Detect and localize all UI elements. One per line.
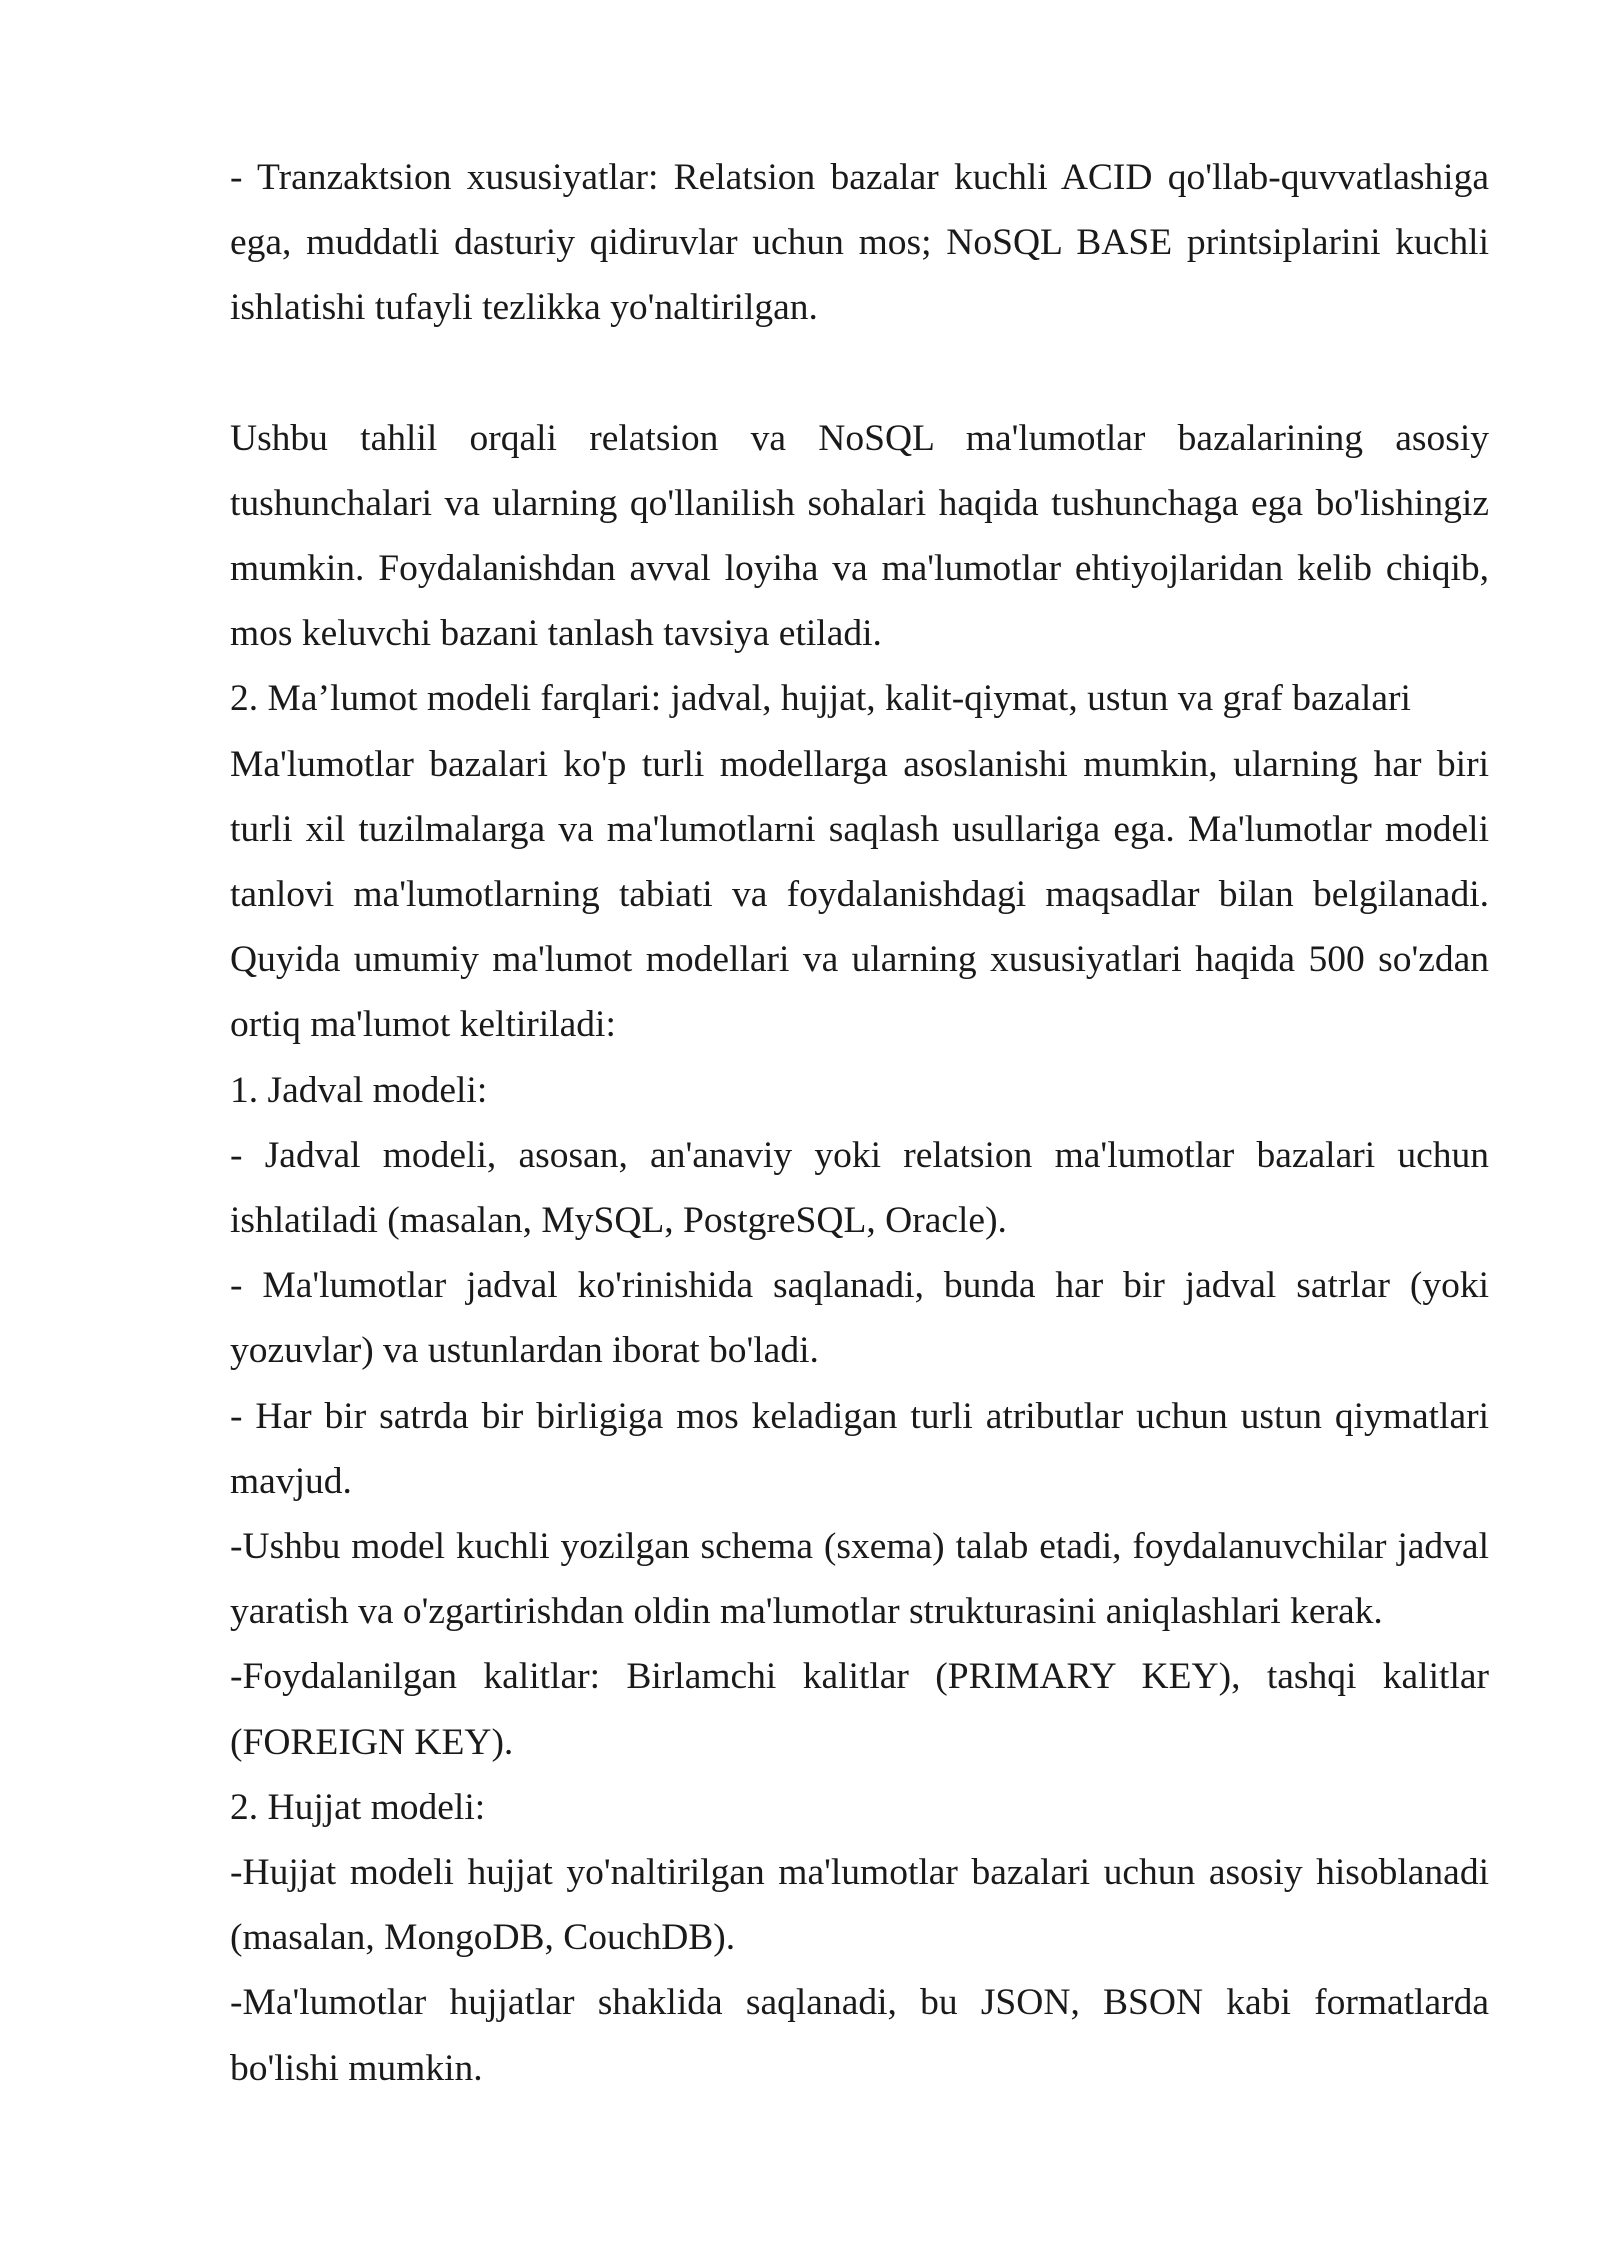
list-item-document-formats: -Ma'lumotlar hujjatlar shaklida saqlanadi, bu JSON, BSON kabi formatlarda bo'lishi mumkin.: [230, 1982, 1489, 2089]
paragraph-transaction-properties: - Tranzaktsion xususiyatlar: Relatsion bazalar kuchli ACID qo'llab-quvvatlashiga ega, muddatli dasturiy qidiruvlar uchun mos; NoSQL BASE printsiplarini kuchli ishlatishi tufayli tezlikka yo'naltirilgan.: [230, 157, 1489, 329]
paragraph-spacer: [230, 341, 1489, 406]
list-item-row-attributes: - Har bir satrda bir birligiga mos keladigan turli atributlar uchun ustun qiymatlari mavjud.: [230, 1395, 1489, 1502]
list-item-table-storage: - Ma'lumotlar jadval ko'rinishida saqlanadi, bunda har bir jadval satrlar (yoki yozuvlar) va ustunlardan iborat bo'ladi.: [230, 1265, 1489, 1372]
paragraph-data-models-intro: Ma'lumotlar bazalari ko'p turli modellarga asoslanishi mumkin, ularning har biri turli xil tuzilmalarga va ma'lumotlarni saqlash usullariga ega. Ma'lumotlar modeli tanlovi ma'lumotlarning tabiati va foydalanishdagi maqsadlar bilan belgilanadi. Quyida umumiy ma'lumot modellari va ularning xususiyatlari haqida 500 so'zdan ortiq ma'lumot keltiriladi:: [230, 743, 1489, 1046]
paragraph-analysis-summary: Ushbu tahlil orqali relatsion va NoSQL ma'lumotlar bazalarining asosiy tushunchalari va ularning qo'llanilish sohalari haqida tushunchaga ega bo'lishingiz mumkin. Foydalanishdan avval loyiha va ma'lumotlar ehtiyojlaridan kelib chiqib, mos keluvchi bazani tanlash tavsiya etiladi.: [230, 417, 1489, 655]
section-heading-data-models: 2. Ma’lumot modeli farqlari: jadval, hujjat, kalit-qiymat, ustun va graf bazalari: [230, 678, 1411, 720]
subheading-table-model: 1. Jadval modeli:: [230, 1069, 488, 1111]
list-item-keys: -Foydalanilgan kalitlar: Birlamchi kalitlar (PRIMARY KEY), tashqi kalitlar (FOREIGN KEY).: [230, 1656, 1489, 1763]
list-item-schema: -Ushbu model kuchli yozilgan schema (sxema) talab etadi, foydalanuvchilar jadval yaratish va o'zgartirishdan oldin ma'lumotlar strukturasini aniqlashlari kerak.: [230, 1526, 1489, 1633]
list-item-document-model-usage: -Hujjat modeli hujjat yo'naltirilgan ma'lumotlar bazalari uchun asosiy hisoblanadi (masalan, MongoDB, CouchDB).: [230, 1852, 1489, 1959]
list-item-table-model-usage: - Jadval modeli, asosan, an'anaviy yoki relatsion ma'lumotlar bazalari uchun ishlatiladi (masalan, MySQL, PostgreSQL, Oracle).: [230, 1134, 1489, 1242]
document-page: [230, 145, 1489, 2101]
subheading-document-model: 2. Hujjat modeli:: [230, 1786, 486, 1828]
